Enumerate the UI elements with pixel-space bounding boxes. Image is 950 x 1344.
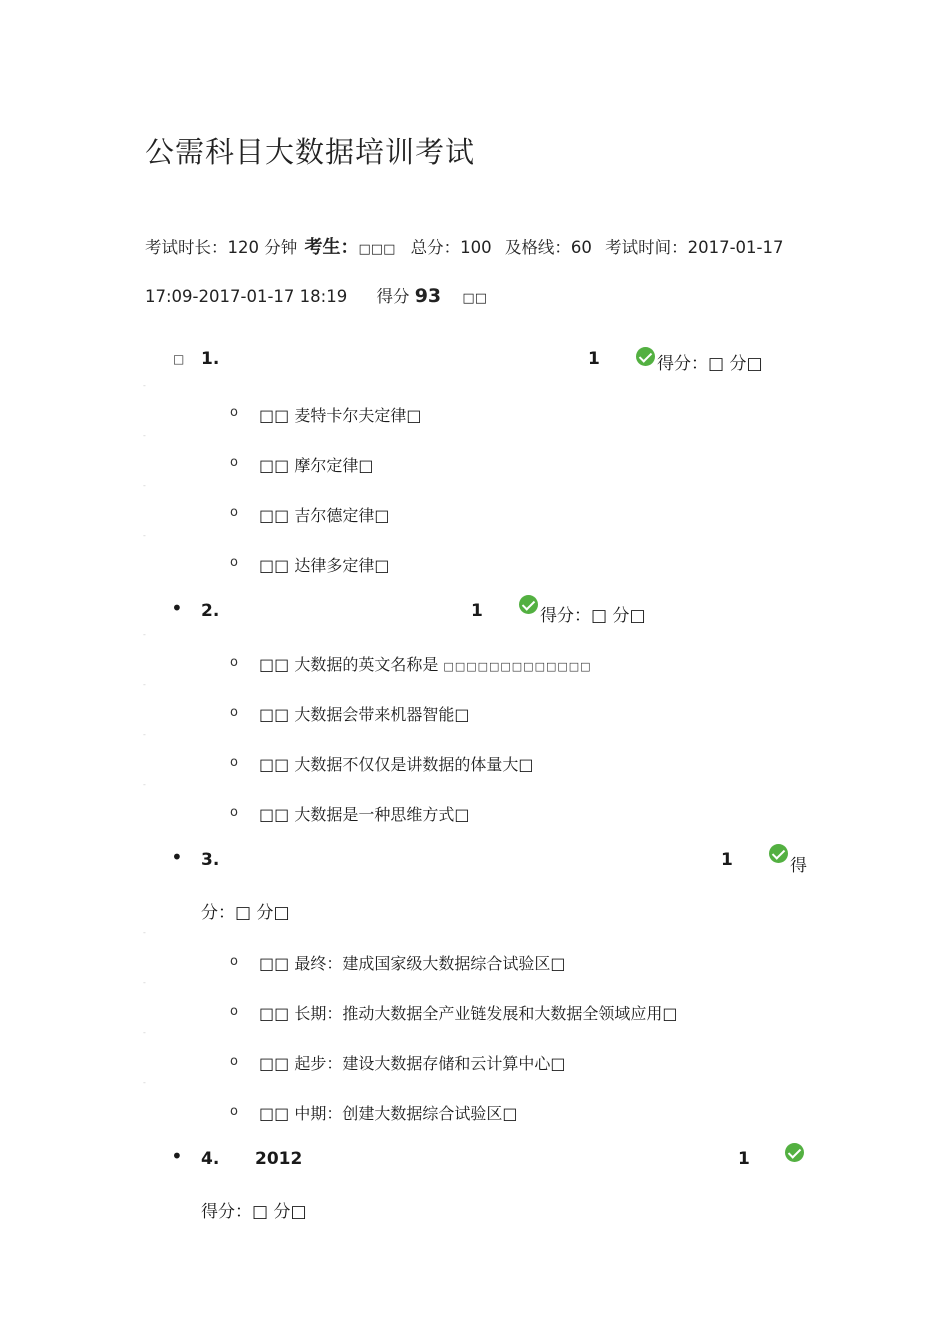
option-marker: o [230,1104,238,1119]
divider-mark: - [143,780,146,789]
question-2-points: 1 [471,601,483,621]
question-4-score: 得分：□ 分□ [201,1202,307,1222]
check-circle-icon [785,1143,804,1162]
question-3-points: 1 [721,850,733,870]
option-marker: o [230,405,238,420]
question-1-marker: □ [173,352,185,366]
question-4-marker: • [171,1144,183,1168]
question-3-option-3[interactable]: □□ 起步：建设大数据存储和云计算中心□ [259,1054,566,1073]
option-marker: o [230,455,238,470]
check-circle-icon [636,347,655,366]
divider-mark: - [143,1028,146,1037]
exam-time-range: 17:09-2017-01-17 18:19 [145,287,348,306]
score-value: 93 [414,285,442,307]
option-marker: o [230,505,238,520]
divider-mark: - [143,730,146,739]
question-1-number: 1. [201,349,220,369]
question-2-marker: • [171,596,183,620]
divider-mark: - [143,481,146,490]
question-2-option-4[interactable]: □□ 大数据是一种思维方式□ [259,805,470,824]
exam-duration: 考试时长：120 分钟 [145,238,298,257]
option-marker: o [230,655,238,670]
exam-time: 考试时间：2017-01-17 [605,238,784,257]
question-3-marker: • [171,845,183,869]
candidate-name: □□□ [358,242,396,257]
question-2-option-2[interactable]: □□ 大数据会带来机器智能□ [259,705,470,724]
question-3-option-4[interactable]: □□ 中期：创建大数据综合试验区□ [259,1104,518,1123]
question-3-number: 3. [201,850,220,870]
divider-mark: - [143,630,146,639]
question-4-points: 1 [738,1149,750,1169]
question-4-year: 2012 [255,1149,303,1169]
question-1-points: 1 [588,349,600,369]
divider-mark: - [143,431,146,440]
page-title: 公需科目大数据培训考试 [145,135,476,169]
candidate-label: 考生： [304,237,359,258]
option-marker: o [230,954,238,969]
question-2-option-3[interactable]: □□ 大数据不仅仅是讲数据的体量大□ [259,755,534,774]
option-marker: o [230,705,238,720]
option-marker: o [230,755,238,770]
question-3-option-1[interactable]: □□ 最终：建成国家级大数据综合试验区□ [259,954,566,973]
divider-mark: - [143,978,146,987]
option-marker: o [230,805,238,820]
option-marker: o [230,1054,238,1069]
question-2-option-1-suffix: □□□□□□□□□□□□□ [443,660,592,673]
question-3-score-a: 得 [790,856,807,876]
question-1-option-2[interactable]: □□ 摩尔定律□ [259,456,374,475]
pass-line: 及格线：60 [504,238,592,257]
check-circle-icon [519,595,538,614]
exam-info-line-1 [145,233,784,259]
check-circle-icon [769,844,788,863]
question-1-option-1[interactable]: □□ 麦特卡尔夫定律□ [259,406,422,425]
question-2-number: 2. [201,601,220,621]
score-suffix: □□ [462,291,487,306]
option-marker: o [230,1004,238,1019]
total-score: 总分：100 [410,238,492,257]
question-2-option-1[interactable] [259,652,592,675]
question-1-option-3[interactable]: □□ 吉尔德定律□ [259,506,390,525]
question-2-score: 得分：□ 分□ [540,606,646,626]
question-3-score-b: 分：□ 分□ [201,903,290,923]
divider-mark: - [143,928,146,937]
question-1-score: 得分：□ 分□ [657,354,763,374]
question-4-number: 4. [201,1149,220,1169]
divider-mark: - [143,680,146,689]
question-2-option-1-text: □□ 大数据的英文名称是 [259,655,439,674]
option-marker: o [230,555,238,570]
divider-mark: - [143,1078,146,1087]
divider-mark: - [143,381,146,390]
exam-info-line-2 [145,283,487,307]
question-1-option-4[interactable]: □□ 达律多定律□ [259,556,390,575]
score-label: 得分 [376,287,410,306]
divider-mark: - [143,531,146,540]
question-3-option-2[interactable]: □□ 长期：推动大数据全产业链发展和大数据全领域应用□ [259,1004,678,1023]
